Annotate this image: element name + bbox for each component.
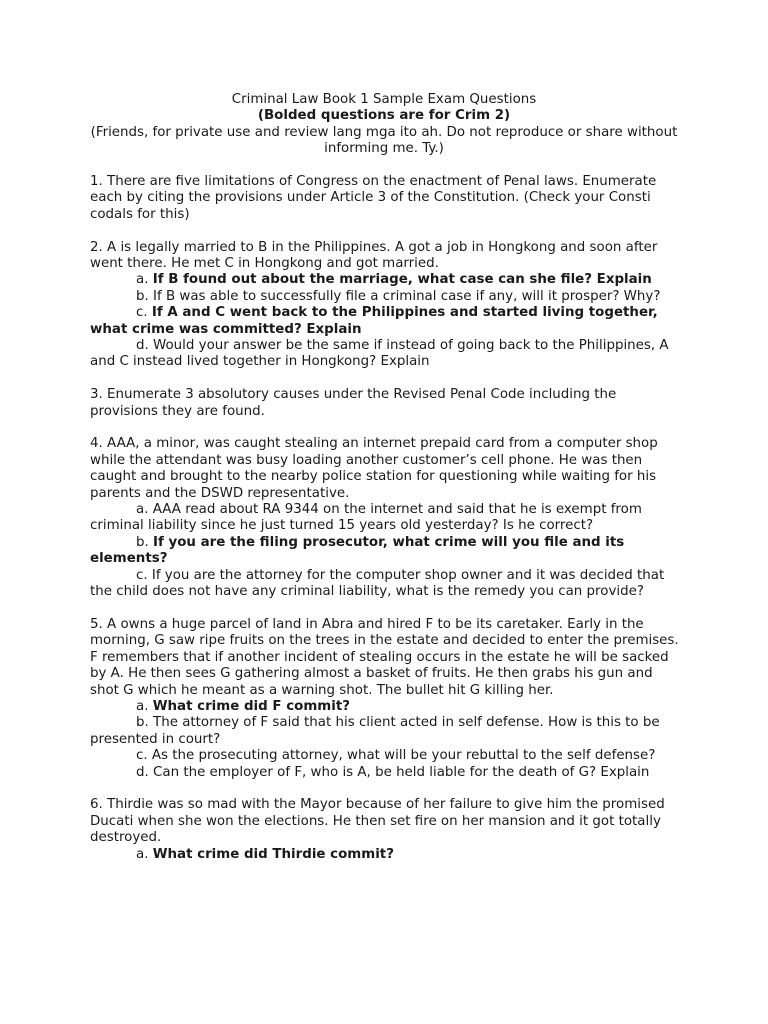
sub-question [90,289,680,305]
question-spacer [90,371,680,387]
question-block [90,240,680,371]
sub-question-letter: b. [136,715,149,731]
sub-question-text: What crime did Thirdie commit? [152,846,394,862]
sub-question-text: Would your answer be the same if instead of going back to the Philippines, A and C instead lived together in Hongkong? Explain [90,338,669,370]
question-stem: 4. AAA, a minor, was caught stealing an internet prepaid card from a computer shop while the attendant was busy loading another customer’s cell phone. He was then caught and brought to the nearby police station for questioning while waiting for his parents and the DSWD representative. [90,436,658,501]
question-stem: 6. Thirdie was so mad with the Mayor because of her failure to give him the promised Ducati when she won the elections. He then set fire on her mansion and it got totally destroyed. [90,797,665,846]
sub-question-text: AAA read about RA 9344 on the internet and said that he is exempt from criminal liability since he just turned 15 years old yesterday? Is he correct? [90,502,642,534]
document-header [90,92,678,158]
sub-question [90,502,680,535]
sub-question-text: If B found out about the marriage, what case can she file? Explain [152,272,652,288]
sub-question-text: If A and C went back to the Philippines and started living together, what crime was committed? Explain [90,305,658,337]
document-title: Criminal Law Book 1 Sample Exam Questions [231,92,537,107]
question-block [90,436,680,600]
sub-question-letter: d. [136,338,149,354]
sub-question [90,272,680,288]
question-spacer [90,781,680,797]
questions-list [90,174,680,863]
document-subtitle: (Bolded questions are for Crim 2) [257,108,511,124]
sub-question-letter: c. [136,567,148,583]
sub-question [90,748,680,764]
question-stem: 5. A owns a huge parcel of land in Abra and hired F to be its caretaker. Early in the morning, G saw ripe fruits on the trees in the estate and decided to enter the premises. F remembers that if another incident of stealing occurs in the estate he will be sacked by A. He then sees G gathering almost a basket of fruits. He then grabs his gun and shot G which he meant as a warning shot. The bullet hit G killing her. [90,616,679,698]
question-spacer [90,601,680,617]
sub-question-text: The attorney of F said that his client acted in self defense. How is this to be presented in court? [90,715,660,747]
sub-question [90,699,680,715]
sub-question [90,338,680,371]
sub-question-letter: c. [136,305,148,321]
sub-question-letter: a. [136,502,149,518]
question-spacer [90,420,680,436]
question-stem: 3. Enumerate 3 absolutory causes under the Revised Penal Code including the provisions they are found. [90,387,617,419]
sub-question [90,765,680,781]
question-stem: 1. There are five limitations of Congress on the enactment of Penal laws. Enumerate each by citing the provisions under Article 3 of the Constitution. (Check your Consti codals for this) [90,174,657,222]
sub-question [90,568,680,601]
sub-question-text: If you are the filing prosecutor, what crime will you file and its elements? [90,534,625,567]
question-block [90,797,680,863]
question-stem: 2. A is legally married to B in the Philippines. A got a job in Hongkong and soon after went there. He met C in Hongkong and got married. [90,239,658,272]
sub-question-text: If you are the attorney for the computer shop owner and it was decided that the child does not have any criminal liability, what is the remedy you can provide? [90,567,665,600]
sub-question-letter: b. [136,534,149,550]
sub-question-letter: b. [136,288,149,304]
sub-question [90,305,680,338]
sub-question-letter: a. [136,846,149,862]
sub-question-letter: d. [136,764,149,780]
question-block [90,617,680,781]
sub-question-text: What crime did F commit? [152,698,350,714]
sub-question-text: If B was able to successfully file a criminal case if any, will it prosper? Why? [153,288,661,304]
sub-question-letter: a. [136,698,149,714]
sub-question [90,715,680,748]
sub-question [90,535,680,568]
sub-question-text: As the prosecuting attorney, what will be your rebuttal to the self defense? [151,748,656,764]
question-block [90,174,680,223]
sub-question-letter: c. [136,748,148,764]
sub-question-text: Can the employer of F, who is A, be held liable for the death of G? Explain [153,764,650,780]
question-spacer [90,223,680,239]
document-note: (Friends, for private use and review lang mga ito ah. Do not reproduce or share without informing me. Ty.) [90,124,678,157]
sub-question [90,847,680,863]
question-block [90,387,680,420]
sub-question-letter: a. [136,272,149,288]
